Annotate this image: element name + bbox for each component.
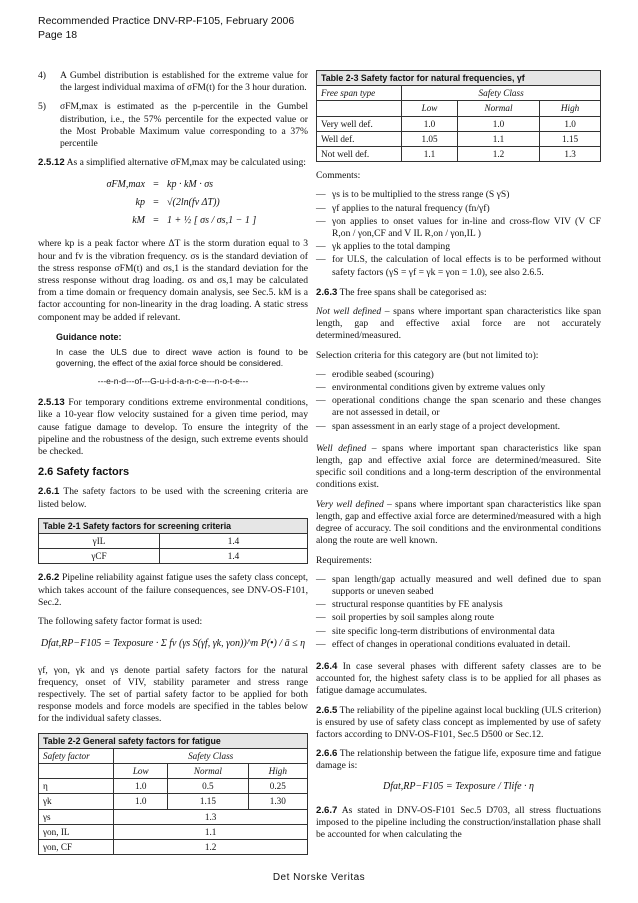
paragraph-2-6-4: 2.6.4 In case several phases with different safety classes are to be accounted for, the highest safety class is to be applied for all phases as fatigue damage accumulates. bbox=[316, 660, 601, 697]
comments-label: Comments: bbox=[316, 170, 361, 182]
fatigue-life-equation: Dfat,RP−F105 = Texposure / Tlife · η bbox=[382, 780, 535, 792]
peak-factor-equations bbox=[38, 176, 308, 230]
right-column bbox=[316, 70, 601, 848]
equation-row: σFM,max = kp · kM · σs bbox=[106, 179, 214, 191]
list-item-text: σFM,max is estimated as the p-percentile in the Gumbel distribution, i.e., the 57% percentile for the expected value or the Most Probable Maximum value corresponding to a 37% percentile bbox=[60, 101, 308, 150]
where-paragraph: where kp is a peak factor where ΔT is the storm duration equal to 3 hour and fv is the vibration frequency. σs is the standard deviation of the stress response σFM(t) and σs,1 is the standard deviation for the stress response without drag loading. σs and σs,1 may be calculated from a time domain or frequency domain analysis, see Sec.5. kM is a factor accounting for non-linearity in the drag loading. A static stress component may be added if relevant. bbox=[38, 238, 308, 323]
well-defined-paragraph: Well defined – spans where important span characteristics like span length, gap and effective axial force are determined/measured. Site specific soil conditions and a long-term description of the environmental conditions exist. bbox=[316, 442, 601, 491]
paragraph-2-5-13: 2.5.13 For temporary conditions extreme environmental conditions, like a 10-year flow velocity sustained for a given time period, may cause fatigue damage to develop. To ensure the integrity of the pipeline and the robustness of the design, such extreme events should be checked. bbox=[38, 397, 308, 458]
table-2-1 bbox=[38, 518, 308, 565]
paragraph-2-6-3: 2.6.3 The free spans shall be categorised as: bbox=[316, 286, 487, 298]
table-header-row: Free span type Safety Class bbox=[317, 86, 601, 101]
table-row: Not well def. 1.1 1.2 1.3 bbox=[317, 147, 601, 162]
header-page-number: Page 18 bbox=[38, 29, 78, 41]
table-caption: Table 2-2 General safety factors for fatigue bbox=[39, 733, 308, 748]
paragraph-2-6-2: 2.6.2 Pipeline reliability against fatigue uses the safety class concept, which takes account of the failure consequences, see DNV-OS-F101, Sec.2. bbox=[38, 572, 309, 608]
not-well-defined-paragraph: Not well defined – spans where important span characteristics like span length, gap and effective axial force are not accurately determined/measured. bbox=[316, 306, 601, 342]
table-row: γon, CF 1.2 bbox=[39, 839, 308, 854]
paragraph-2-6-1: 2.6.1 The safety factors to be used with the screening criteria are listed below. bbox=[38, 486, 308, 510]
gammas-paragraph: γf, γon, γk and γs denote partial safety factors for the natural frequency, onset of VIV, stability parameter and stress range respectively. The set of partial safety factor to be applied for both response models and force models are specified in the tables below for the individual safety classes. bbox=[38, 664, 308, 725]
requirement-item: — span length/gap actually measured and well defined due to span supports or uneven seabed bbox=[316, 573, 601, 597]
table-2-2 bbox=[38, 733, 308, 856]
selection-item: — span assessment in an early stage of a project development. bbox=[316, 420, 561, 432]
list-item: 4) A Gumbel distribution is established for the extreme value for the largest individual maxima of σFM(t) for the 3 hour duration. bbox=[38, 70, 308, 94]
table-row: Well def. 1.05 1.1 1.15 bbox=[317, 131, 601, 146]
equation-row: kp = √(2ln(fv ΔT)) bbox=[135, 197, 220, 209]
table-row: η 1.0 0.5 0.25 bbox=[39, 779, 308, 794]
comment-item: — γf applies to the natural frequency (fn/γf) bbox=[316, 202, 490, 214]
comment-item: — γk applies to the total damping bbox=[316, 241, 451, 253]
equation-row: kM = 1 + ½ [ σs / σs,1 − 1 ] bbox=[132, 215, 257, 227]
left-column bbox=[38, 70, 308, 863]
guidance-note-text: In case the ULS due to direct wave action is found to be governing, the effect of the axial force should be considered. bbox=[56, 347, 308, 369]
paragraph-2-6-7: 2.6.7 As stated in DNV-OS-F101 Sec.5 D703, all stress fluctuations imposed to the pipeline including the construction/installation phase shall be accounted for when calculating the bbox=[316, 804, 601, 841]
table-row: γs 1.3 bbox=[39, 809, 308, 824]
paragraph-2-5-12: 2.5.12 As a simplified alternative σFM,max may be calculated using: bbox=[38, 157, 306, 169]
table-row: γCF 1.4 bbox=[39, 549, 308, 564]
section-heading-2-6: 2.6 Safety factors bbox=[38, 466, 130, 479]
guidance-note-end: ---e-n-d---of---G-u-i-d-a-n-c-e---n-o-t-e--- bbox=[97, 376, 249, 387]
page-header bbox=[38, 14, 294, 42]
paragraph-2-6-6: 2.6.6 The relationship between the fatigue life, exposure time and fatigue damage is: bbox=[316, 748, 601, 772]
selection-item: — erodible seabed (scouring) bbox=[316, 368, 434, 380]
selection-paragraph: Selection criteria for this category are (but not limited to): bbox=[316, 349, 539, 361]
format-paragraph: The following safety factor format is used: bbox=[38, 616, 203, 628]
page-footer: Det Norske Veritas bbox=[272, 872, 366, 883]
requirement-item: — effect of changes in operational conditions evaluated in detail. bbox=[316, 638, 571, 650]
requirement-item: — soil properties by soil samples along route bbox=[316, 612, 495, 624]
selection-item: — environmental conditions given by extreme values only bbox=[316, 382, 546, 394]
requirements-label: Requirements: bbox=[316, 554, 372, 566]
table-row: γk 1.0 1.15 1.30 bbox=[39, 794, 308, 809]
comment-item: — γon applies to onset values for in-line and cross-flow VIV (V CF R,on / γon,CF and V IL R,on / γon,IL ) bbox=[316, 215, 601, 240]
requirement-item: — structural response quantities by FE analysis bbox=[316, 599, 503, 611]
guidance-note-title: Guidance note: bbox=[56, 331, 122, 342]
table-header-row: Safety factor Safety Class bbox=[39, 748, 308, 763]
list-item-text: A Gumbel distribution is established for the extreme value for the largest individual maxima of σFM(t) for the 3 hour duration. bbox=[60, 70, 308, 94]
table-row: γon, IL 1.1 bbox=[39, 824, 308, 839]
very-well-defined-paragraph: Very well defined – spans where important span characteristics like span length, gap and effective axial force are determined/measured with a high degree of accuracy. The soil conditions and the environmental conditions along the route are well known. bbox=[316, 498, 601, 547]
table-subheader-row: Low Normal High bbox=[39, 763, 308, 778]
table-row: γIL 1.4 bbox=[39, 534, 308, 549]
selection-item: — operational conditions change the span scenario and these changes are not assessed in detail, or bbox=[316, 395, 601, 419]
list-item: 5) σFM,max is estimated as the p-percentile in the Gumbel distribution, i.e., the 57% percentile for the expected value or the Most Probable Maximum value corresponding to a 37% percentile bbox=[38, 101, 308, 150]
table-2-3 bbox=[316, 70, 601, 162]
table-caption: Table 2-3 Safety factor for natural frequencies, γf bbox=[317, 71, 601, 86]
table-row: Very well def. 1.0 1.0 1.0 bbox=[317, 116, 601, 131]
comment-item: — γs is to be multiplied to the stress range (S γS) bbox=[316, 189, 510, 201]
header-title: Recommended Practice DNV-RP-F105, February 2006 bbox=[38, 15, 295, 27]
comment-item: — for ULS, the calculation of local effects is to be performed without safety factors (γS = γf = γk = γon = 1.0), see also 2.6.5. bbox=[316, 254, 601, 278]
requirement-item: — site specific long-term distributions of environmental data bbox=[316, 625, 555, 637]
table-caption: Table 2-1 Safety factors for screening criteria bbox=[39, 518, 308, 533]
paragraph-2-6-5: 2.6.5 The reliability of the pipeline against local buckling (ULS criterion) is ensured by use of safety class concept as implemented by use of safety factors according to DNV-OS-F101, Sec.5 D500 or Sec.12. bbox=[316, 704, 601, 740]
fatigue-equation: Dfat,RP−F105 = Texposure · Σ fv (γs S(γf, γk, γon))^m P(•) / ā ≤ η bbox=[40, 638, 306, 650]
table-subheader-row: Low Normal High bbox=[317, 101, 601, 116]
